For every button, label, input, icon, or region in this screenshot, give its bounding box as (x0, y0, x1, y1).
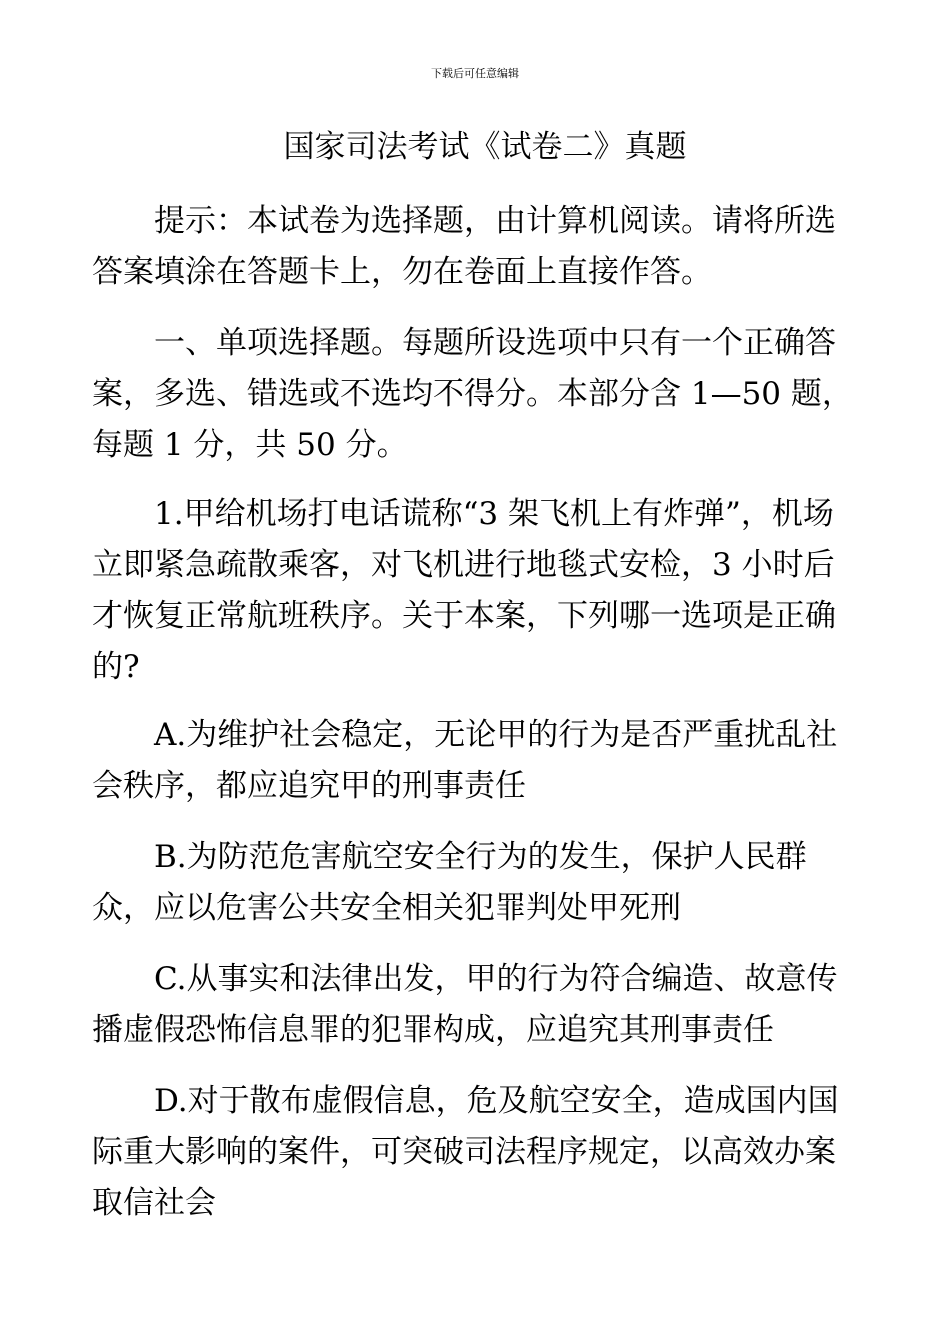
question-1-option-c: C.从事实和法律出发，甲的行为符合编造、故意传播虚假恐怖信息罪的犯罪构成，应追究其刑事责任 (92, 961, 838, 1048)
section-intro: 一、单项选择题。每题所设选项中只有一个正确答案，多选、错选或不选均不得分。本部分含 1—50 题，每题 1 分，共 50 分。 (92, 325, 853, 463)
question-1-stem: 1.甲给机场打电话谎称“3 架飞机上有炸弹”，机场立即紧急疏散乘客，对飞机进行地毯式安检，3 小时后才恢复正常航班秩序。关于本案，下列哪一选项是正确的? (92, 496, 836, 685)
header-note: 下载后可任意编辑 (431, 67, 519, 80)
question-1-option-b: B.为防范危害航空安全行为的发生，保护人民群众，应以危害公共安全相关犯罪判处甲死刑 (92, 839, 807, 926)
document-title: 国家司法考试《试卷二》真题 (283, 129, 687, 165)
exam-hint: 提示：本试卷为选择题，由计算机阅读。请将所选答案填涂在答题卡上，勿在卷面上直接作答。 (92, 203, 836, 290)
question-1-option-a: A.为维护社会稳定，无论甲的行为是否严重扰乱社会秩序，都应追究甲的刑事责任 (92, 717, 838, 804)
question-1-option-d: D.对于散布虚假信息，危及航空安全，造成国内国际重大影响的案件，可突破司法程序规定，以高效办案取信社会 (92, 1083, 839, 1221)
